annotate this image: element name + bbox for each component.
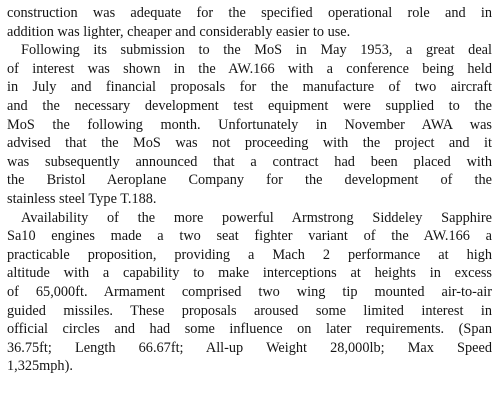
text-line: MoS the following month. Unfortunately in November AWA was [7, 116, 492, 133]
text-line: 1,325mph). [7, 358, 73, 375]
text-line: of 65,000ft. Armament comprised two wing tip mounted air-to-air [7, 283, 492, 300]
text-line: of interest was shown in the AW.166 with a conference being held [7, 60, 492, 77]
paragraph-sapphire-variant [7, 209, 492, 376]
text-line: addition was lighter, cheaper and considerably easier to use. [7, 23, 351, 40]
text-line: 36.75ft; Length 66.67ft; All-up Weight 28,000lb; Max Speed [7, 339, 492, 356]
text-line: official circles and had some influence on later requirements. (Span [7, 321, 492, 338]
paragraph-submission [7, 41, 492, 208]
text-line: the Bristol Aeroplane Company for the development of the [7, 172, 492, 189]
text-line: in July and financial proposals for the manufacture of two aircraft [7, 79, 492, 96]
text-line: and the necessary development test equipment were supplied to the [7, 97, 492, 114]
paragraph-construction [7, 4, 492, 41]
text-line: Sa10 engines made a two seat fighter variant of the AW.166 a [7, 228, 492, 245]
text-line: advised that the MoS was not proceeding with the project and it [7, 135, 492, 152]
text-line: was subsequently announced that a contract had been placed with [7, 153, 492, 170]
text-line: Availability of the more powerful Armstrong Siddeley Sapphire [21, 209, 492, 226]
text-line: guided missiles. These proposals aroused some limited interest in [7, 302, 492, 319]
text-line: practicable proposition, providing a Mach 2 performance at high [7, 246, 492, 263]
text-line: altitude with a capability to make interceptions at heights in excess [7, 265, 492, 282]
text-line: stainless steel Type T.188. [7, 190, 157, 207]
text-line: construction was adequate for the specified operational role and in [7, 5, 492, 21]
text-line: Following its submission to the MoS in May 1953, a great deal [21, 42, 492, 59]
